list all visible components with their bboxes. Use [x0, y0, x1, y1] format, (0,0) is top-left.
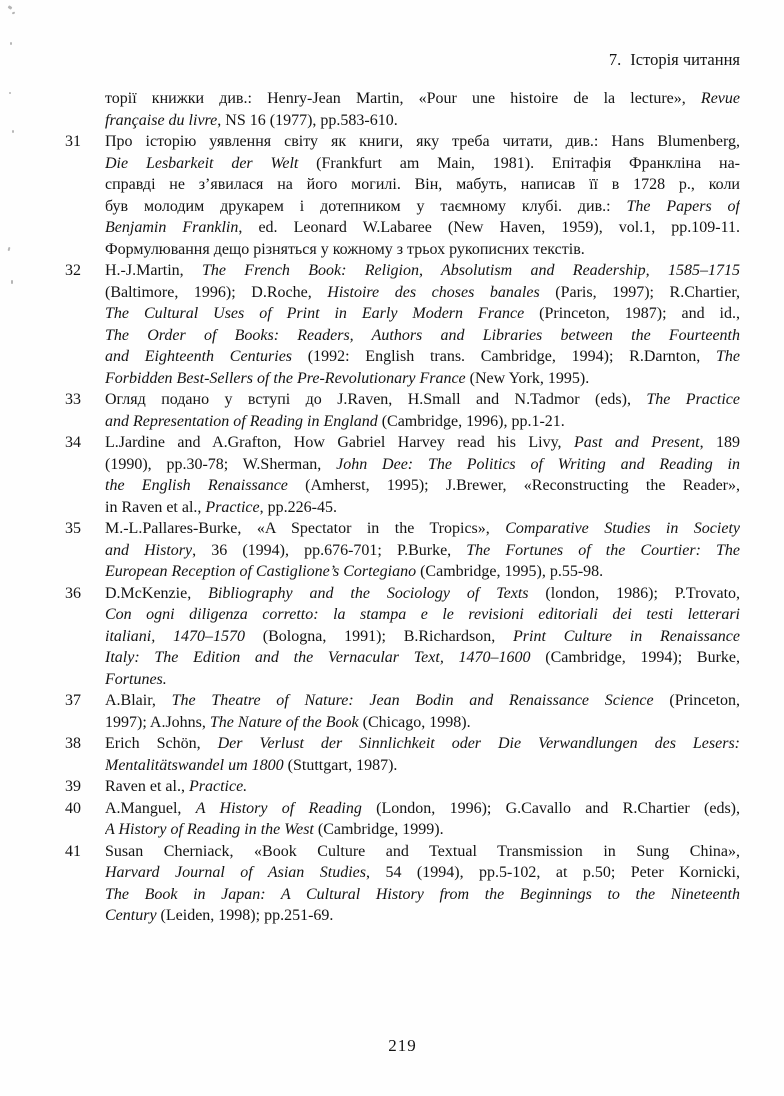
italic-text-run: A History of Reading [195, 799, 362, 817]
footnote-line [105, 819, 740, 841]
footnote [65, 733, 740, 776]
text-run: Susan Cherniack, «Book Culture and Textual Transmission in Sung China», [105, 842, 740, 860]
text-run: D.McKenzie, [105, 584, 209, 602]
footnote-line [105, 153, 740, 175]
italic-text-run: and Eighteenth Centuries [105, 348, 293, 365]
text-run: (Cambridge, 1994); Burke, [530, 649, 740, 666]
footnote-line [105, 733, 740, 755]
footnote-line [105, 217, 740, 239]
italic-text-run: Bibliography and the Sociology of Texts [208, 584, 529, 602]
footnotes [65, 88, 740, 927]
footnote-line [105, 776, 740, 798]
italic-text-run: Practice [205, 498, 260, 516]
footnote-line [105, 303, 740, 325]
footnote [65, 583, 740, 691]
italic-text-run: The Cultural Uses of Print in Early Modern France [105, 305, 525, 322]
footnote-line [105, 368, 740, 390]
footnote-line [105, 239, 740, 261]
footnote [65, 131, 740, 260]
footnote [65, 389, 740, 432]
footnote-number: 40 [65, 799, 81, 817]
text-run: Про історію уявлення світу як книги, яку треба читати, див.: Hans Blumenberg, [105, 133, 740, 150]
text-run: Огляд подано у вступі до J.Raven, H.Small and N.Tadmor (eds), [105, 391, 647, 408]
footnote-line [105, 690, 740, 712]
text-run: A.Manguel, [105, 799, 196, 817]
page-number: 219 [388, 1036, 417, 1055]
text-run: (Stuttgart, 1987). [283, 756, 398, 774]
text-run: Формулювання дещо різняться у кожному з трьох рукописних текстів. [105, 240, 585, 258]
footnote [65, 518, 740, 583]
footnote-line [105, 841, 740, 863]
italic-text-run: Print Culture in Renaissance [513, 627, 740, 645]
chapter-title: Історія читання [630, 50, 740, 69]
italic-text-run: Der Verlust der Sinnlichkeit oder Die Verwandlungen des Lesers: [217, 735, 740, 752]
footnote-line [105, 282, 740, 304]
footnote-number: 41 [65, 842, 81, 860]
footnote-number: 35 [65, 520, 81, 537]
italic-text-run: Past and Present [573, 434, 700, 451]
scan-speck [12, 12, 16, 15]
text-run: (Cambridge, 1995), p.55-98. [416, 563, 604, 580]
scan-speck [12, 130, 14, 133]
italic-text-run: Comparative Studies in Society [505, 520, 740, 537]
italic-text-run: Benjamin Franklin [105, 219, 239, 236]
footnote [65, 776, 740, 798]
footnote-line [105, 174, 740, 196]
text-run: (Frankfurt am Main, 1981). Епітафія Франкліна на- [298, 154, 740, 172]
italic-text-run: Die Lesbarkeit der Welt [105, 154, 299, 172]
italic-text-run: The Theatre of Nature: Jean Bodin and Renaissance Science [171, 692, 654, 709]
footnote-line [105, 755, 740, 777]
scan-speck [8, 247, 11, 251]
footnote-line [105, 540, 740, 562]
scan-speck [10, 42, 12, 45]
italic-text-run: Fortunes. [105, 670, 167, 688]
italic-text-run: John Dee: The Politics of Writing and Reading in [336, 455, 740, 473]
text-run: справді не з’явилася на його могилі. Він, мабуть, написав її в 1728 р., коли [105, 176, 740, 193]
footnote-number: 37 [65, 692, 81, 709]
footnote-line [105, 196, 740, 218]
italic-text-run: Mentalitätswandel um 1800 [105, 756, 284, 774]
footnote-line [105, 862, 740, 884]
footnote [65, 841, 740, 927]
text-run: , ed. Leonard W.Labaree (New Haven, 1959), vol.1, pp.109-11. [238, 219, 740, 236]
footnote [65, 88, 740, 131]
text-run: (Princeton, [653, 692, 740, 709]
footnote [65, 798, 740, 841]
text-run: 1997); A.Johns, [105, 713, 210, 731]
italic-text-run: The Papers of [626, 197, 740, 215]
text-run: (New York, 1995). [465, 369, 590, 387]
italic-text-run: The Book in Japan: A Cultural History from the Beginnings to the Nineteenth [105, 885, 740, 903]
footnote-line [105, 475, 740, 497]
text-run: (Chicago, 1998). [358, 713, 471, 731]
italic-text-run: and Representation of Reading in England [105, 412, 378, 430]
italic-text-run: the English Renaissance [105, 477, 288, 494]
footnote-line [105, 583, 740, 605]
italic-text-run: The French Book: Religion, Absolutism and Readership, 1585–1715 [201, 262, 740, 279]
footnote [65, 432, 740, 518]
chapter-number: 7. [608, 50, 622, 69]
text-run: (London, 1996); G.Cavallo and R.Chartier (eds), [361, 799, 740, 817]
footnote-line [105, 604, 740, 626]
text-run: , 36 (1994), pp.676-701; P.Burke, [192, 541, 467, 559]
footnote-number: 39 [65, 778, 81, 795]
footnote-number: 31 [65, 133, 81, 150]
text-run: in Raven et al., [105, 498, 206, 516]
italic-text-run: italiani, 1470–1570 [105, 627, 246, 645]
text-run: був молодим друкарем і дотепником у таємному клубі. див.: [105, 197, 627, 215]
footnote [65, 690, 740, 733]
footnote-line [105, 411, 740, 433]
text-run: M.-L.Pallares-Burke, «A Spectator in the Tropics», [105, 520, 506, 537]
footnote-line [105, 110, 740, 132]
text-run: Erich Schön, [105, 735, 218, 752]
footnote-line [105, 798, 740, 820]
footnote-line [105, 325, 740, 347]
text-run: (Amherst, 1995); J.Brewer, «Reconstructing the Reader», [287, 477, 740, 494]
italic-text-run: Histoire des choses banales [327, 283, 540, 301]
footnote-line [105, 669, 740, 691]
footnote-line [105, 905, 740, 927]
text-run: торії книжки див.: Henry-Jean Martin, «Pour une histoire de la lecture», [105, 90, 701, 107]
footnote-line [105, 626, 740, 648]
italic-text-run: Century [105, 907, 157, 924]
footnote-line [105, 647, 740, 669]
italic-text-run: Forbidden Best-Sellers of the Pre-Revolutionary France [105, 369, 466, 387]
text-run: (Paris, 1997); R.Chartier, [539, 283, 740, 301]
text-run: Raven et al., [105, 778, 189, 795]
footnote-line [105, 346, 740, 368]
text-run: (Cambridge, 1996), pp.1-21. [377, 412, 565, 430]
text-run: , 54 (1994), pp.5-102, at p.50; Peter Kornicki, [365, 864, 740, 881]
italic-text-run: Italy: The Edition and the Vernacular Text, 1470–1600 [105, 649, 531, 666]
italic-text-run: française du livre [105, 111, 218, 129]
italic-text-run: The Nature of the Book [209, 713, 359, 731]
text-run: (Cambridge, 1999). [313, 821, 444, 838]
footnote-line [105, 518, 740, 540]
italic-text-run: Harvard Journal of Asian Studies [105, 864, 366, 881]
running-head [609, 50, 740, 70]
italic-text-run: Practice. [188, 778, 248, 795]
text-run: A.Blair, [105, 692, 172, 709]
footnote [65, 260, 740, 389]
scan-speck [9, 92, 11, 94]
footnote-line [105, 432, 740, 454]
text-run: (Bologna, 1991); B.Richardson, [245, 627, 514, 645]
text-run: , 189 [699, 434, 740, 451]
text-run: (Leiden, 1998); pp.251-69. [156, 907, 334, 924]
italic-text-run: A History of Reading in the West [105, 821, 314, 838]
footnote-number: 38 [65, 735, 81, 752]
footnote-line [105, 884, 740, 906]
italic-text-run: Revue [700, 90, 740, 107]
footnote-line [105, 260, 740, 282]
italic-text-run: and History [105, 541, 193, 559]
italic-text-run: The Order of Books: Readers, Authors and Libraries between the Fourteenth [105, 326, 740, 344]
scan-speck [11, 280, 13, 284]
footnote-number: 36 [65, 584, 81, 602]
text-run: (1992: English trans. Cambridge, 1994); R.Darnton, [292, 348, 717, 365]
text-run: H.-J.Martin, [105, 262, 202, 279]
italic-text-run: European Reception of Castiglione’s Cortegiano [105, 563, 417, 580]
footnote-line [105, 454, 740, 476]
footnote-number: 34 [65, 434, 81, 451]
italic-text-run: The Practice [646, 391, 740, 408]
text-run: (1990), pp.30-78; W.Sherman, [105, 455, 337, 473]
scan-speck [8, 5, 13, 10]
footnote-line [105, 389, 740, 411]
footnote-number: 32 [65, 262, 81, 279]
text-run: (london, 1986); P.Trovato, [528, 584, 740, 602]
footnote-line [105, 712, 740, 734]
text-run: L.Jardine and A.Grafton, How Gabriel Harvey read his Livy, [105, 434, 574, 451]
italic-text-run: Con ogni diligenza corretto: la stampa e le revisioni editoriali dei testi letterari [105, 606, 740, 623]
text-run: , pp.226-45. [259, 498, 337, 516]
footnote-line [105, 131, 740, 153]
italic-text-run: The [716, 348, 740, 365]
footnote-line [105, 497, 740, 519]
text-run: , NS 16 (1977), pp.583-610. [217, 111, 398, 129]
italic-text-run: The Fortunes of the Courtier: The [466, 541, 740, 559]
text-run: (Princeton, 1987); and id., [524, 305, 740, 322]
footnote-number: 33 [65, 391, 81, 408]
footnote-line [105, 561, 740, 583]
text-run: (Baltimore, 1996); D.Roche, [105, 283, 328, 301]
footnote-line [105, 88, 740, 110]
